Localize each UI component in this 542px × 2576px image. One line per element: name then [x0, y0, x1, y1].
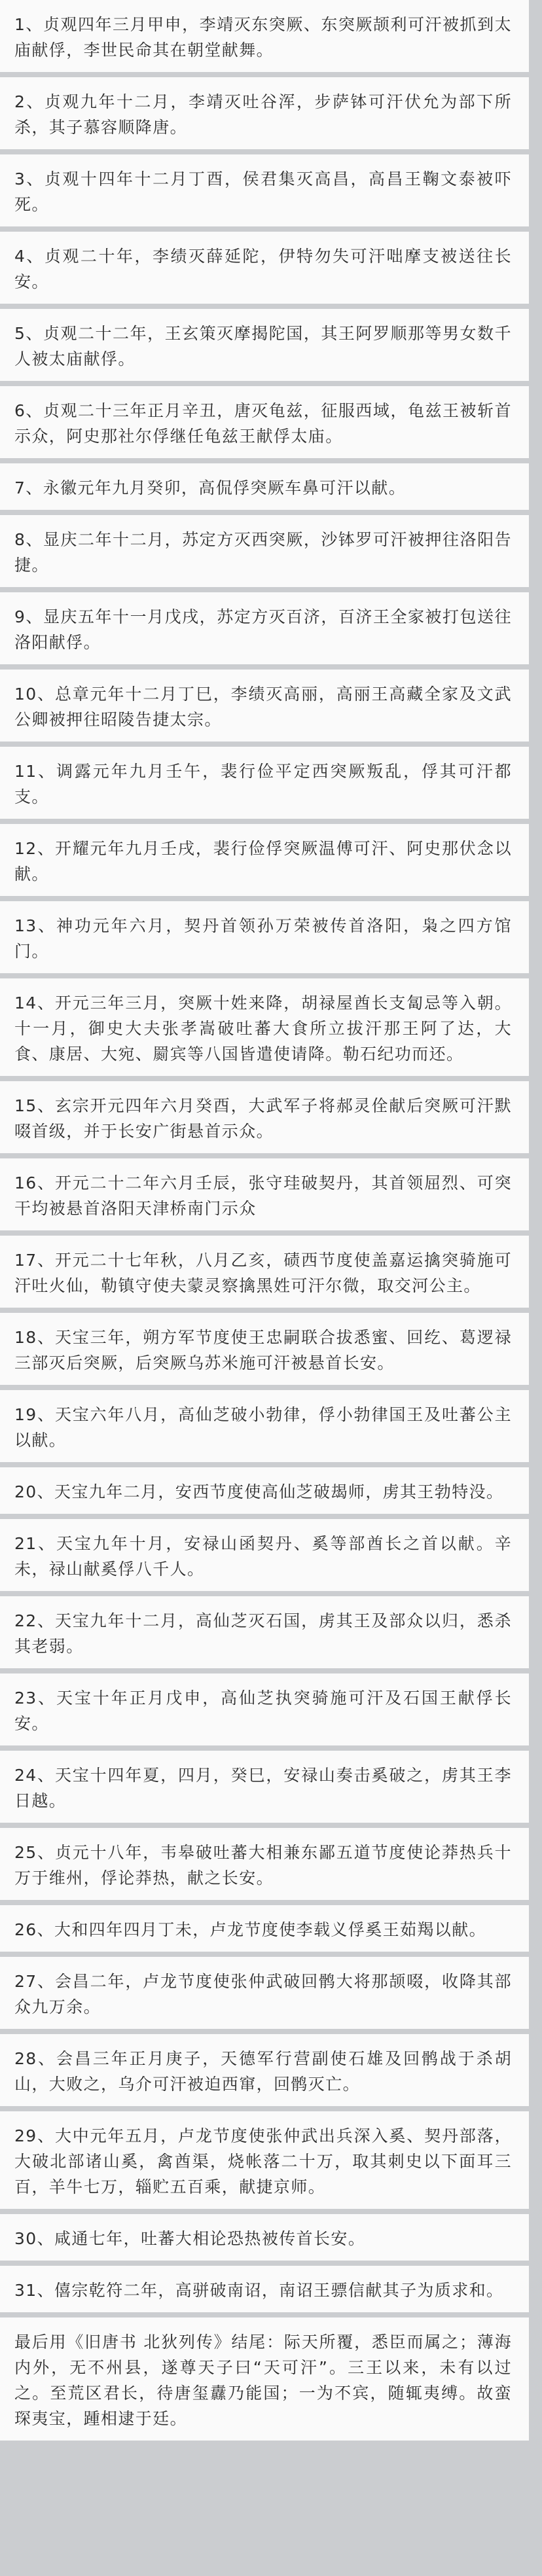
- entry-text: 28、会昌三年正月庚子，天德军行营副使石雄及回鹘战于杀胡山，大败之，乌介可汗被迫西窜，回鹘灭亡。: [14, 2049, 512, 2094]
- entry-text: 4、贞观二十年，李绩灭薛延陀，伊特勿失可汗咄摩支被送往长安。: [14, 247, 512, 291]
- entry-card: [0, 1905, 529, 1952]
- entry-card: [0, 901, 529, 973]
- entry-card: [0, 747, 529, 819]
- entry-text: 14、开元三年三月，突厥十姓来降，胡禄屋酋长支匐忌等入朝。十一月，御史大夫张孝嵩破吐蕃大食所立拔汗那王阿了达，大食、康居、大宛、罽宾等八国皆遣使请降。勒石纪功而还。: [14, 993, 512, 1064]
- entry-text: 30、咸通七年，吐蕃大相论恐热被传首长安。: [14, 2229, 366, 2248]
- entry-text: 7、永徽元年九月癸卯，高侃俘突厥车鼻可汗以献。: [14, 478, 406, 497]
- entry-text: 23、天宝十年正月戊申，高仙芝执突骑施可汗及石国王献俘长安。: [14, 1689, 512, 1733]
- entry-text: 16、开元二十二年六月壬辰，张守珪破契丹，其首领屈烈、可突干均被悬首洛阳天津桥南门示众: [14, 1173, 512, 1218]
- entry-text: 24、天宝十四年夏，四月，癸巳，安禄山奏击奚破之，虏其王李日越。: [14, 1766, 512, 1810]
- entry-card: [0, 2266, 529, 2312]
- entry-card: [0, 1236, 529, 1308]
- entry-card: [0, 1467, 529, 1514]
- entry-card: [0, 1828, 529, 1900]
- entry-card: [0, 515, 529, 587]
- entry-card: [0, 77, 529, 149]
- entry-text: 21、天宝九年十月，安禄山函契丹、奚等部酋长之首以献。辛未，禄山献奚俘八千人。: [14, 1534, 512, 1579]
- closing-quote-text: 最后用《旧唐书 北狄列传》结尾：际天所覆，悉臣而属之；薄海内外，无不州县，遂尊天子曰“天可汗”。三王以来，未有以过之。至荒区君长，待唐玺纛乃能国；一为不宾，随辄夷缚。故蛮琛夷宝，踵相逮于廷。: [14, 2333, 512, 2428]
- entry-text: 19、天宝六年八月，高仙芝破小勃律，俘小勃律国王及吐蕃公主以献。: [14, 1405, 512, 1450]
- entry-card: [0, 1957, 529, 2029]
- entry-card: [0, 309, 529, 381]
- entry-text: 26、大和四年四月丁未，卢龙节度使李载义俘奚王茹羯以献。: [14, 1920, 487, 1939]
- entry-text: 20、天宝九年二月，安西节度使高仙芝破朅师，虏其王勃特没。: [14, 1482, 504, 1501]
- entry-card: [0, 2034, 529, 2106]
- entry-text: 17、开元二十七年秋，八月乙亥，碛西节度使盖嘉运擒突骑施可汗吐火仙，勒镇守使夫蒙灵察擒黑姓可汗尔微，取交河公主。: [14, 1251, 512, 1295]
- entry-card: [0, 463, 529, 510]
- entry-text: 13、神功元年六月，契丹首领孙万荣被传首洛阳，枭之四方馆门。: [14, 916, 512, 961]
- entry-card: [0, 386, 529, 458]
- entry-text: 25、贞元十八年，韦皋破吐蕃大相兼东鄙五道节度使论莽热兵十万于维州，俘论莽热，献之长安。: [14, 1843, 512, 1887]
- entry-card: [0, 154, 529, 226]
- entry-card: [0, 592, 529, 664]
- entry-text: 5、贞观二十二年，王玄策灭摩揭陀国，其王阿罗顺那等男女数千人被太庙献俘。: [14, 324, 512, 368]
- entry-card: [0, 824, 529, 896]
- entry-card: [0, 978, 529, 1076]
- entry-text: 27、会昌二年，卢龙节度使张仲武破回鹘大将那颉啜，收降其部众九万余。: [14, 1972, 512, 2016]
- entry-card: [0, 1673, 529, 1745]
- entry-text: 1、贞观四年三月甲申，李靖灭东突厥、东突厥颉利可汗被抓到太庙献俘，李世民命其在朝堂献舞。: [14, 15, 512, 60]
- entry-card: [0, 2111, 529, 2209]
- entry-card: [0, 2214, 529, 2261]
- entry-card: [0, 0, 529, 72]
- entry-card: [0, 1751, 529, 1823]
- entry-text: 8、显庆二年十二月，苏定方灭西突厥，沙钵罗可汗被押往洛阳告捷。: [14, 530, 512, 575]
- entry-card: [0, 232, 529, 304]
- entry-card: [0, 1596, 529, 1668]
- entry-card: [0, 1158, 529, 1230]
- entry-text: 22、天宝九年十二月，高仙芝灭石国，虏其王及部众以归，悉杀其老弱。: [14, 1611, 512, 1656]
- entry-text: 29、大中元年五月，卢龙节度使张仲武出兵深入奚、契丹部落，大破北部诸山奚，禽酋渠，烧帐落二十万，取其刺史以下面耳三百，羊牛七万，辎贮五百乘，献捷京师。: [14, 2126, 512, 2196]
- entry-text: 11、调露元年九月壬午，裴行俭平定西突厥叛乱，俘其可汗都支。: [14, 762, 512, 806]
- entry-card: [0, 1081, 529, 1153]
- entry-text: 9、显庆五年十一月戊戌，苏定方灭百济，百济王全家被打包送往洛阳献俘。: [14, 607, 512, 652]
- entry-card: [0, 670, 529, 742]
- entry-text: 31、僖宗乾符二年，高骈破南诏，南诏王骠信献其子为质求和。: [14, 2281, 504, 2300]
- entry-card: [0, 1390, 529, 1462]
- entry-text: 15、玄宗开元四年六月癸酉，大武军子将郝灵佺献后突厥可汗默啜首级，并于长安广街悬首示众。: [14, 1096, 512, 1141]
- entry-card: [0, 1313, 529, 1385]
- entry-text: 3、贞观十四年十二月丁酉，侯君集灭高昌，高昌王鞠文泰被吓死。: [14, 170, 512, 214]
- entry-text: 6、贞观二十三年正月辛丑，唐灭龟兹，征服西域，龟兹王被斩首示众，阿史那社尔俘继任龟兹王献俘太庙。: [14, 401, 512, 446]
- entry-card: [0, 1519, 529, 1591]
- entry-text: 18、天宝三年，朔方军节度使王忠嗣联合拔悉蜜、回纥、葛逻禄三部灭后突厥，后突厥乌苏米施可汗被悬首长安。: [14, 1328, 512, 1372]
- entry-text: 10、总章元年十二月丁巳，李绩灭高丽，高丽王高藏全家及文武公卿被押往昭陵告捷太宗。: [14, 685, 512, 729]
- closing-quote-card: [0, 2317, 529, 2441]
- entry-text: 2、贞观九年十二月，李靖灭吐谷浑，步萨钵可汗伏允为部下所杀，其子慕容顺降唐。: [14, 92, 512, 137]
- entry-text: 12、开耀元年九月壬戌，裴行俭俘突厥温傅可汗、阿史那伏念以献。: [14, 839, 512, 884]
